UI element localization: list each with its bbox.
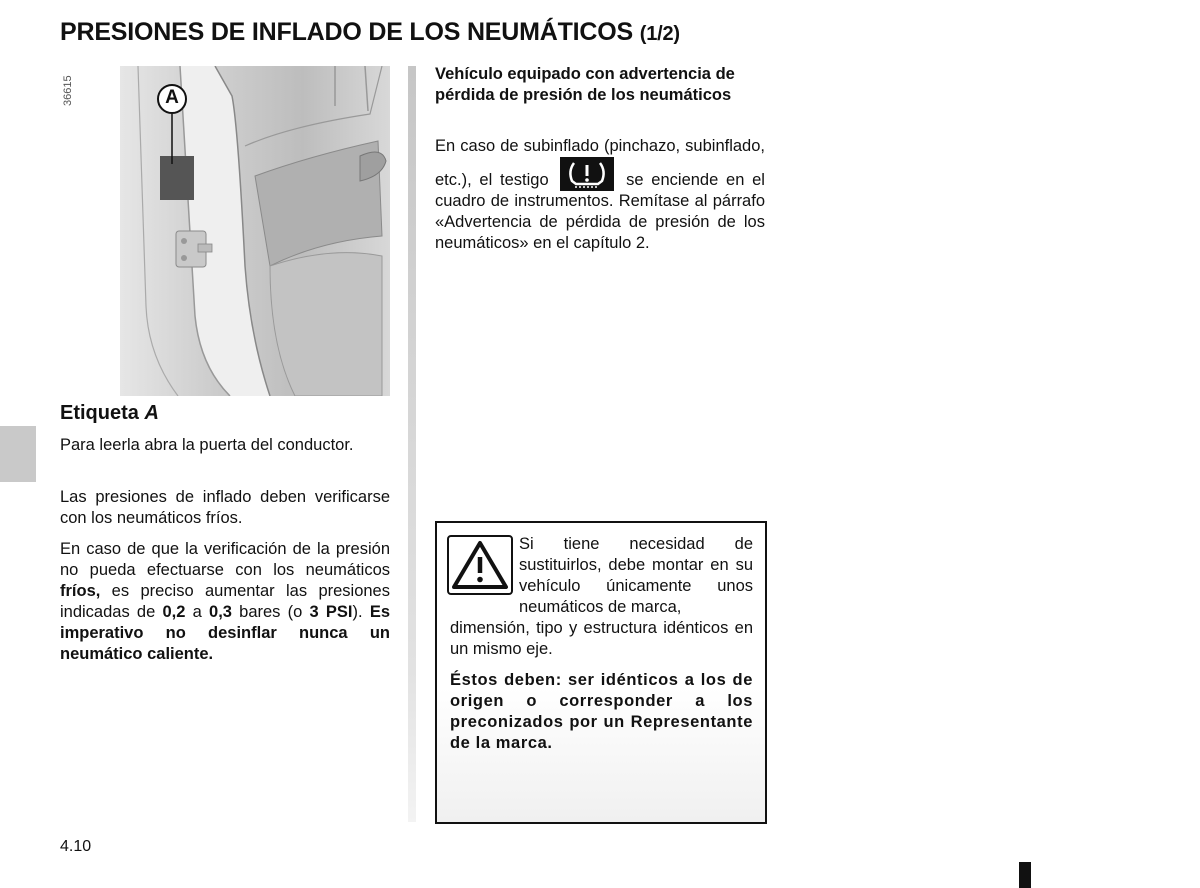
label-paragraph-1: Para leerla abra la puerta del conductor. [60, 436, 354, 454]
label-paragraph-3: En caso de que la verificación de la presión no pueda efectuarse con los neumáticos fríos, es preciso aumentar las presiones indicadas de 0,2 a 0,3 bares (o 3 PSI). Es imperativo no desinflar nunca un neumático caliente. [60, 540, 390, 663]
warning-text-bottom: dimensión, tipo y estructura idénticos en un mismo eje. [450, 619, 753, 658]
chapter-tab [0, 426, 36, 482]
column-divider [408, 66, 416, 822]
warning-bold-text: Éstos deben: ser idénticos a los de origen o corresponder a los preconizados por un Representante de la marca. [450, 671, 753, 752]
page-title: PRESIONES DE INFLADO DE LOS NEUMÁTICOS (1/2) [60, 18, 680, 46]
label-paragraph-2: Las presiones de inflado deben verificarse con los neumáticos fríos. [60, 488, 390, 527]
callout-label: A [165, 87, 179, 108]
warning-text-top: Si tiene necesidad de sustituirlos, debe montar en su vehículo únicamente unos neumáticos de marca, [519, 535, 753, 616]
page-marker [1019, 862, 1031, 888]
warning-box [435, 521, 767, 824]
tpms-heading: Vehículo equipado con advertencia de pérdida de presión de los neumáticos [435, 65, 735, 104]
page-number: 4.10 [60, 838, 92, 855]
page-part: (1/2) [639, 23, 680, 45]
door-illustration [120, 66, 390, 396]
door-figure [120, 66, 390, 396]
tire-pressure-warning-icon [560, 157, 614, 191]
label-heading: Etiqueta A [60, 402, 159, 424]
tpms-paragraph: En caso de subinflado (pinchazo, subinflado, etc.), el testigo se enciende en el cuadro de instrumentos. Remítase al párrafo «Advertencia de pérdida de presión de los neumáticos» en el capítulo 2. [435, 137, 765, 252]
figure-code: 36615 [62, 75, 74, 106]
warning-triangle-icon [447, 535, 513, 595]
